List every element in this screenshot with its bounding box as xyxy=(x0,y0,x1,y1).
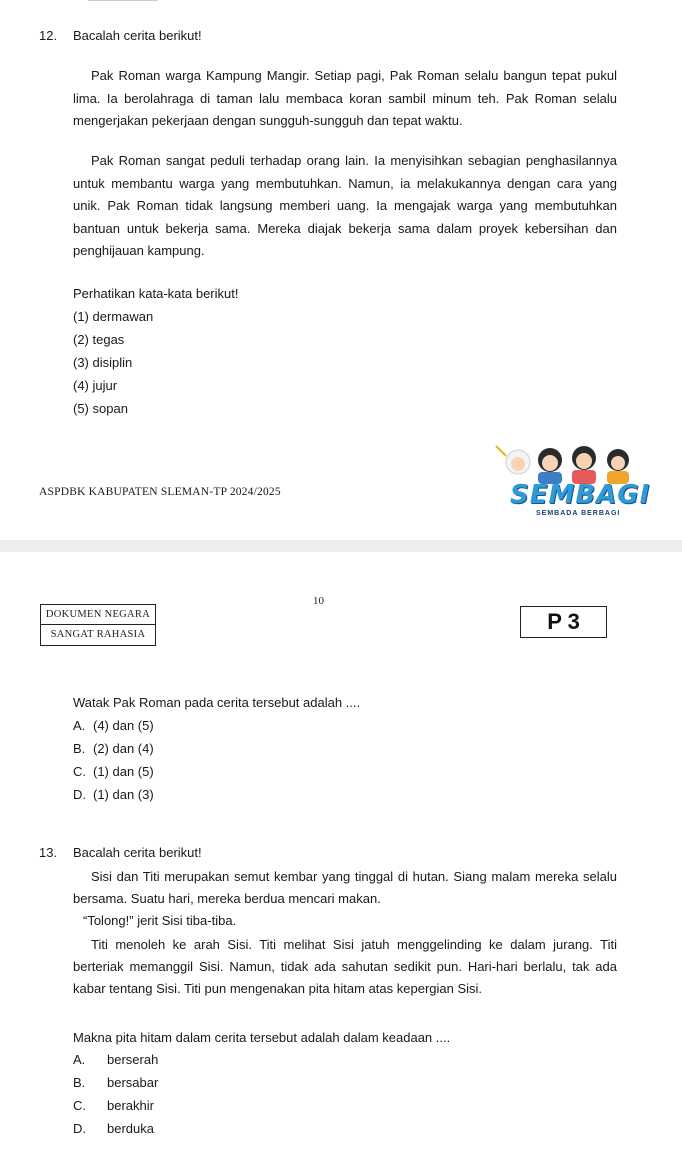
option-c[interactable] xyxy=(73,764,154,779)
document-label-1: DOKUMEN NEGARA xyxy=(41,605,155,625)
package-code-box: P 3 xyxy=(520,606,607,638)
question-13-number: 13. xyxy=(39,845,58,860)
question-12-paragraph-2: Pak Roman sangat peduli terhadap orang lain. Ia menyisihkan sebagian penghasilannya untuk membantu warga yang membutuhkan. Namun, ia melakukannya dengan cara yang unik. Pak Roman tidak langsung memberi uang. Ia mengajak warga yang membutuhkan bantuan untuk bekerja sama. Mereka diajak bekerja sama dalam proyek kebersihan dan penghijauan kampung. xyxy=(73,153,617,258)
option-a[interactable] xyxy=(73,718,154,733)
option-letter: C. xyxy=(73,1098,86,1113)
option-d[interactable] xyxy=(73,787,154,802)
kata-item: (1) dermawan xyxy=(73,309,154,324)
kata-item: (2) tegas xyxy=(73,332,125,347)
question-13-intro: Bacalah cerita berikut! xyxy=(73,845,202,860)
question-12-number: 12. xyxy=(39,28,58,43)
footer-left: ASPDBK KABUPATEN SLEMAN-TP 2024/2025 xyxy=(39,486,281,498)
document-label-box xyxy=(40,604,156,646)
kata-intro: Perhatikan kata-kata berikut! xyxy=(73,286,239,301)
question-13-prompt: Makna pita hitam dalam cerita tersebut adalah dalam keadaan .... xyxy=(73,1030,451,1045)
kata-item: (4) jujur xyxy=(73,378,118,393)
option-text: (1) dan (5) xyxy=(93,764,154,779)
page-number: 10 xyxy=(313,595,324,607)
option-letter: C. xyxy=(73,764,86,779)
question-13-paragraph-1: Sisi dan Titi merupakan semut kembar yang tinggal di hutan. Siang malam mereka selalu bersama. Suatu hari, mereka berdua mencari makan. xyxy=(73,869,617,906)
option-d[interactable] xyxy=(73,1121,154,1136)
logo-title: SEMBAGI xyxy=(510,480,651,510)
kata-item: (5) sopan xyxy=(73,401,128,416)
option-text: (4) dan (5) xyxy=(93,718,154,733)
document-label-2: SANGAT RAHASIA xyxy=(50,629,146,640)
page-break xyxy=(0,540,682,552)
question-13-paragraph-2: Titi menoleh ke arah Sisi. Titi melihat Sisi jatuh menggelinding ke dalam jurang. Titi berteriak memanggil Sisi. Namun, tidak ada sahutan sedikit pun. Hari-hari berlalu, tak ada kabar tentang Sisi. Titi pun mengenakan pita hitam atas kepergian Sisi. xyxy=(73,937,617,996)
sembagi-logo xyxy=(490,440,651,530)
option-letter: B. xyxy=(73,741,86,756)
option-text: (2) dan (4) xyxy=(93,741,154,756)
question-12-paragraph-1: Pak Roman warga Kampung Mangir. Setiap pagi, Pak Roman selalu bangun tepat pukul lima. Ia berolahraga di taman lalu membaca koran sambil minum teh. Pak Roman selalu mengerjakan pekerjaan dengan sungguh-sungguh dan tepat waktu. xyxy=(73,68,617,128)
option-letter: A. xyxy=(73,1052,86,1067)
option-text: berduka xyxy=(107,1121,154,1136)
option-b[interactable] xyxy=(73,1075,158,1090)
top-rule xyxy=(88,0,158,1)
option-letter: B. xyxy=(73,1075,86,1090)
question-13-dialog: “Tolong!” jerit Sisi tiba-tiba. xyxy=(83,913,237,928)
kata-item: (3) disiplin xyxy=(73,355,133,370)
option-text: bersabar xyxy=(107,1075,159,1090)
option-letter: A. xyxy=(73,718,86,733)
option-a[interactable] xyxy=(73,1052,158,1067)
question-12-prompt: Watak Pak Roman pada cerita tersebut adalah .... xyxy=(73,695,361,710)
option-text: berserah xyxy=(107,1052,159,1067)
option-b[interactable] xyxy=(73,741,154,756)
option-letter: D. xyxy=(73,1121,86,1136)
option-text: (1) dan (3) xyxy=(93,787,154,802)
option-c[interactable] xyxy=(73,1098,154,1113)
option-text: berakhir xyxy=(107,1098,154,1113)
option-letter: D. xyxy=(73,787,86,802)
question-12-intro: Bacalah cerita berikut! xyxy=(73,28,202,43)
logo-subtitle: SEMBADA BERBAGI xyxy=(536,510,621,517)
